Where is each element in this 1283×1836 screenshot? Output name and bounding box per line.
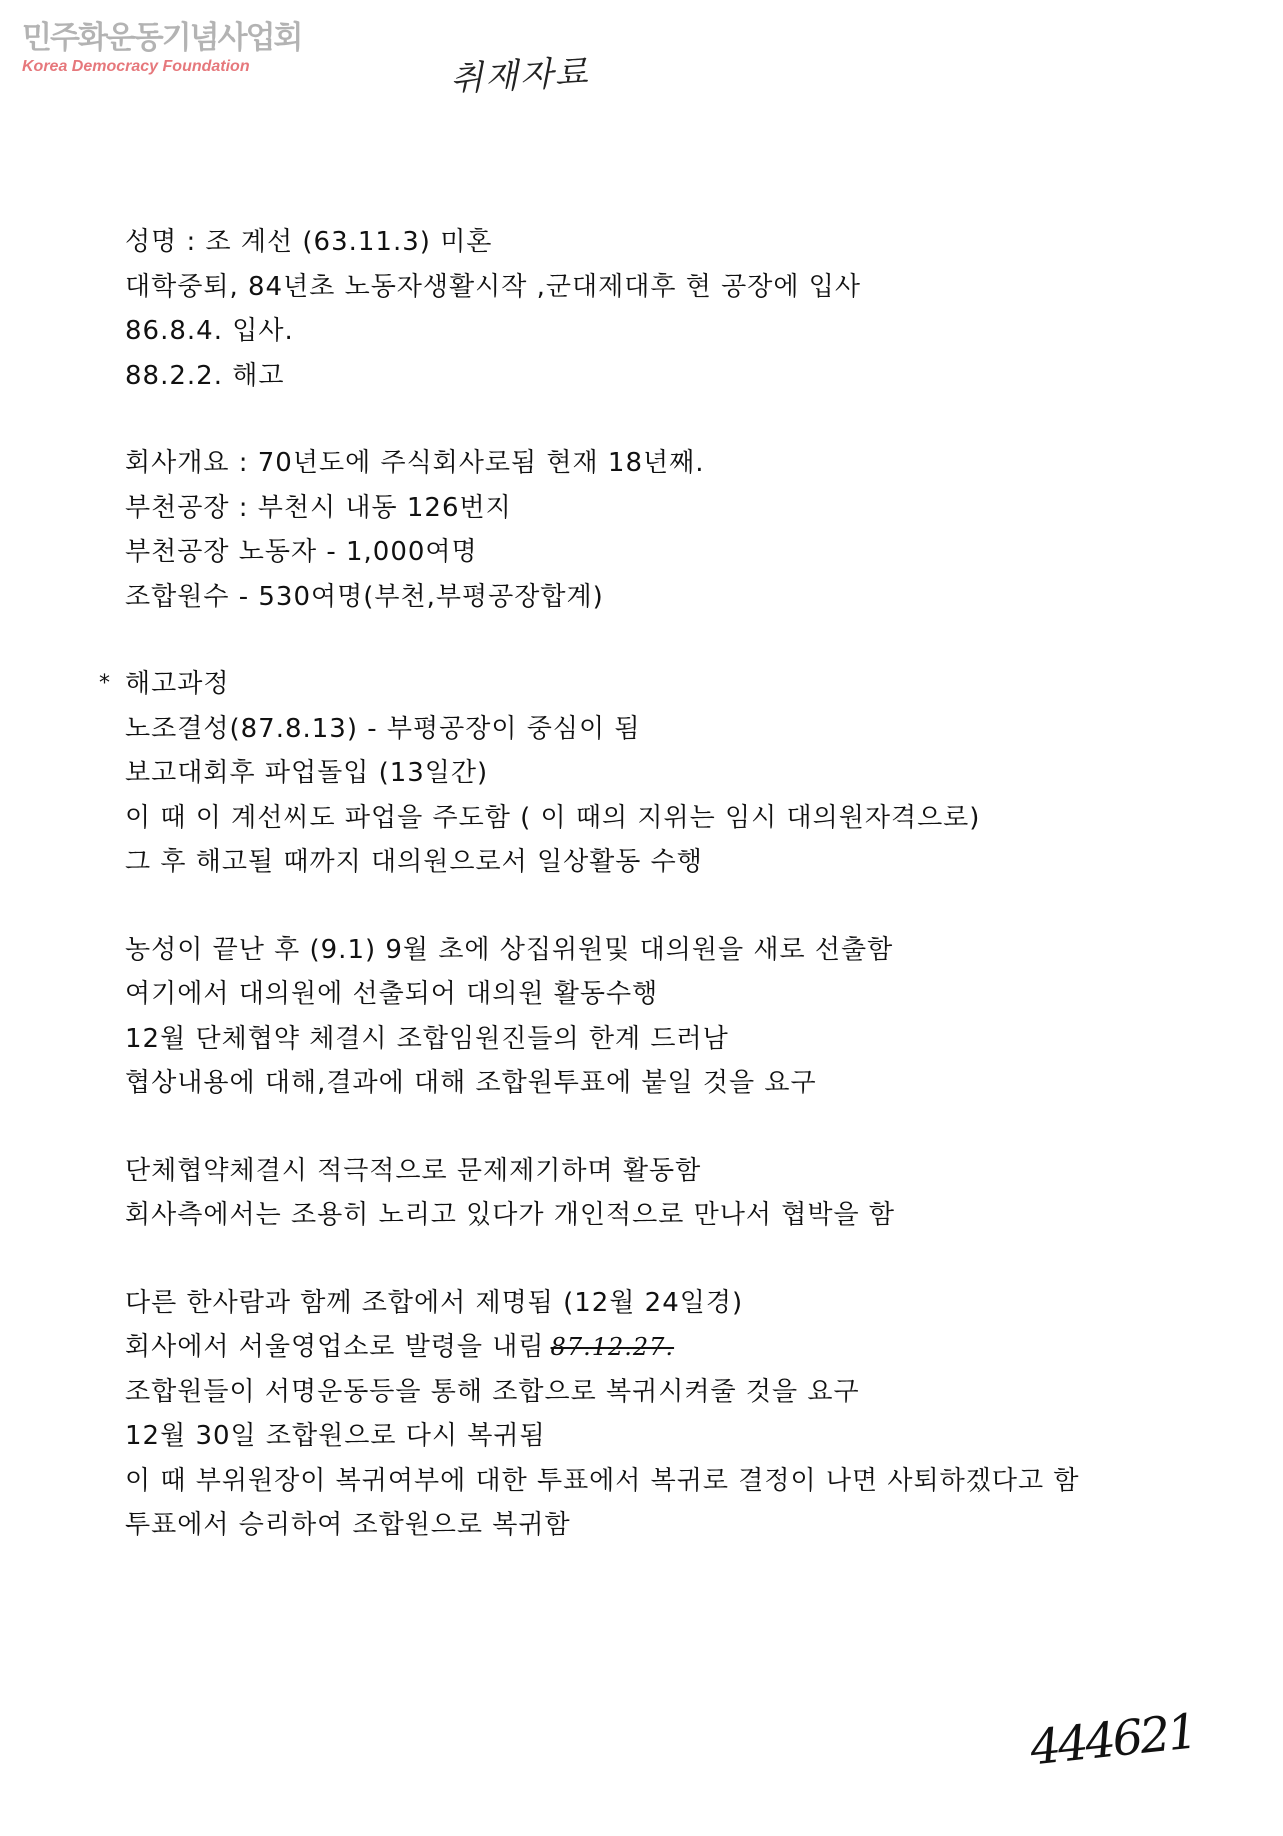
paragraph-gap (125, 1238, 1205, 1281)
asterisk-bullet: * (99, 671, 111, 696)
handwritten-title: 취재자료 (449, 52, 591, 100)
dismissal-line: 보고대회후 파업돌입 (13일간) (125, 758, 489, 788)
paragraph-gap (125, 885, 1205, 928)
dismissal-line: 노조결성(87.8.13) - 부평공장이 중심이 됨 (125, 713, 641, 744)
expulsion-line: 조합원들이 서명운동등을 통해 조합으로 복귀시켜줄 것을 요구 (125, 1376, 860, 1407)
dismissal-heading: 해고과정 (125, 669, 230, 699)
after-strike-line: 협상내용에 대해,결과에 대해 조합원투표에 붙일 것을 요구 (125, 1068, 817, 1098)
handwritten-document-number: 444621 (1027, 1703, 1198, 1777)
profile-line: 성명 : 조 계선 (63.11.3) 미혼 (125, 227, 493, 257)
expulsion-line: 12월 30일 조합원으로 다시 복귀됨 (125, 1421, 546, 1451)
profile-line: 88.2.2. 해고 (125, 360, 285, 391)
paragraph-gap (125, 1106, 1205, 1149)
after-strike-line: 12월 단체협약 체결시 조합임원진들의 한계 드러남 (125, 1023, 729, 1054)
watermark-korean: 민주화운동기념사업회 (22, 20, 302, 56)
handwritten-date-annotation: 87.12.27. (550, 1333, 675, 1361)
watermark-english: Korea Democracy Foundation (22, 58, 250, 75)
expulsion-line: 이 때 부위원장이 복귀여부에 대한 투표에서 복귀로 결정이 나면 사퇴하겠다고 함 (125, 1465, 1080, 1496)
paragraph-gap (125, 619, 1205, 662)
expulsion-text: 회사에서 서울영업소로 발령을 내림 (125, 1332, 545, 1362)
dismissal-heading-line (99, 662, 1205, 707)
expulsion-line-with-annotation (125, 1325, 1205, 1370)
expulsion-line: 투표에서 승리하여 조합원으로 복귀함 (125, 1510, 571, 1540)
company-line: 부천공장 : 부천시 내동 126번지 (125, 492, 512, 523)
foundation-watermark (22, 20, 312, 78)
document-body (99, 220, 1205, 1548)
profile-line: 86.8.4. 입사. (125, 316, 294, 346)
paragraph-gap (125, 398, 1205, 441)
expulsion-line: 다른 한사람과 함께 조합에서 제명됨 (12월 24일경) (125, 1287, 744, 1318)
company-line: 조합원수 - 530여명(부천,부평공장합계) (125, 581, 604, 612)
bargaining-line: 단체협약체결시 적극적으로 문제제기하며 활동함 (125, 1155, 702, 1186)
dismissal-line: 이 때 이 계선씨도 파업을 주도함 ( 이 때의 지위는 임시 대의원자격으로) (125, 802, 981, 833)
after-strike-line: 농성이 끝난 후 (9.1) 9월 초에 상집위원및 대의원을 새로 선출함 (125, 934, 894, 965)
after-strike-line: 여기에서 대의원에 선출되어 대의원 활동수행 (125, 979, 659, 1009)
dismissal-line: 그 후 해고될 때까지 대의원으로서 일상활동 수행 (125, 847, 703, 877)
company-line: 회사개요 : 70년도에 주식회사로됨 현재 18년째. (125, 448, 705, 478)
bargaining-line: 회사측에서는 조용히 노리고 있다가 개인적으로 만나서 협박을 함 (125, 1200, 895, 1230)
company-line: 부천공장 노동자 - 1,000여명 (125, 537, 478, 567)
profile-line: 대학중퇴, 84년초 노동자생활시작 ,군대제대후 현 공장에 입사 (125, 271, 861, 302)
